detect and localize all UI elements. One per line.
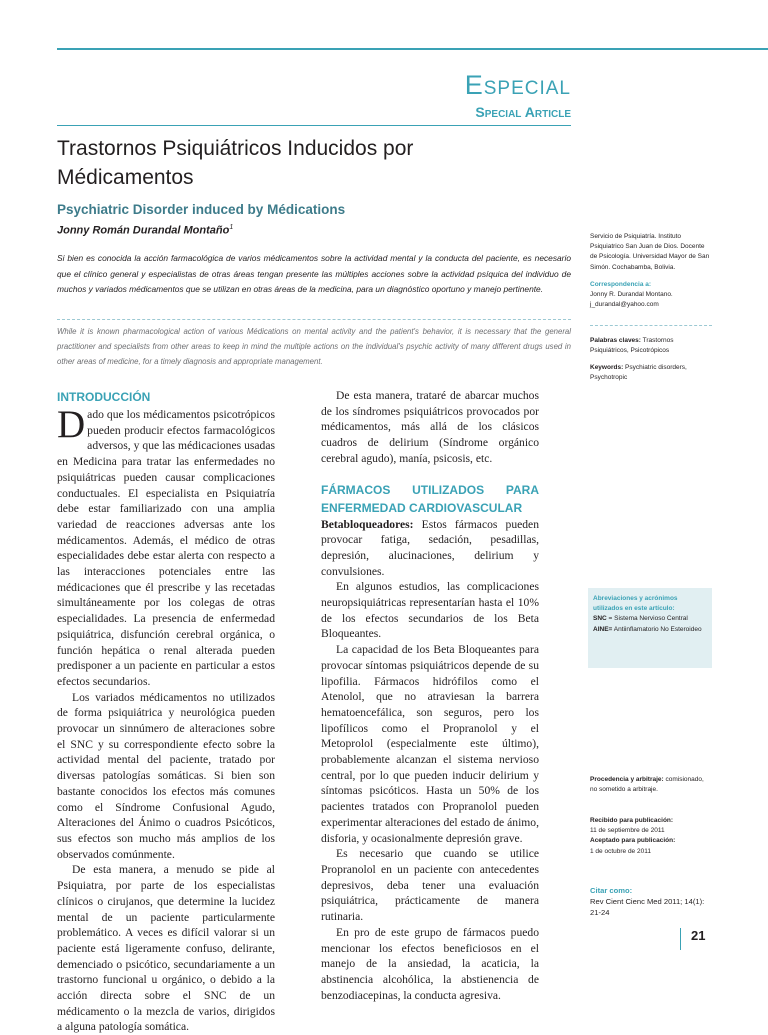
recibido-label: Recibido para publicación: [590, 817, 674, 824]
procedencia-text: comisionado, no sometido a arbitraje. [590, 776, 704, 794]
section-label-en: Special Article [475, 104, 571, 120]
affiliation: Servicio de Psiquiatría. Instituto Psiquiatrico San Juan de Dios. Docente de Psicología. Universidad Mayor de San Simón. Cochabamba, Bolivia. [590, 233, 710, 271]
aceptado-label: Aceptado para publicación: [590, 837, 676, 845]
correspondence-label: Correspondencia a: [590, 281, 652, 288]
correspondence-email[interactable]: j_durandal@yahoo.com [590, 301, 659, 309]
correspondence-name: Jonny R. Durandal Montano. [590, 291, 673, 299]
abbreviations-title: Abreviaciones y acrónimos utilizados en este artículo: [593, 595, 678, 613]
article-title: Trastornos Psiquiátricos Inducidos por Médicamentos [57, 137, 414, 189]
abstract-spanish: Si bien es conocida la acción farmacológica de varios médicamentos sobre la actividad mental y la conducta del paciente, es necesario que el clínico general y especialistas de otras áreas tengan presente las múltiples acciones sobre la actividad psíquica del individuo de muchos y variados médicamentos que se utilizan en otras áreas de la medicina, para un diagnóstico oportuno y manejo pertinente. [57, 253, 571, 294]
recibido-date: 11 de septiembre de 2011 [590, 827, 665, 835]
procedencia-label: Procedencia y arbitraje: [590, 776, 664, 783]
beta-paragraph-1 [321, 517, 539, 580]
beta-paragraph-2: En algunos estudios, las complicaciones neuropsiquiátricas representarían hasta el 10% de los efectos secundarios de los Beta Bloqueantes. [321, 580, 539, 641]
page-number-rule [680, 928, 681, 950]
citation-text: Rev Cient Cienc Med 2011; 14(1): 21-24 [590, 897, 705, 917]
abstract-english: While it is known pharmacological action of various Médications on mental activity and the patient's behavior, it is necessary that the general practitioner and specialists from other areas to keep in mind the multiple actions on the individual's psychic activity of many different drugs used in other areas of medicine, for a timely diagnosis and appropriate management. [57, 327, 571, 367]
abbreviations [593, 594, 707, 635]
drop-cap: D [57, 403, 86, 446]
col2-paragraph-1: De esta manera, trataré de abarcar muchos de los síndromes psiquiátricos provocados por médicamentos, más allá de los clásicos cuadros de delirium (Síndrome orgánico cerebral agudo), manía, psicosis, etc. [321, 389, 539, 465]
citation [590, 885, 712, 918]
intro-paragraph-3: De esta manera, a menudo se pide al Psiquiatra, por parte de los especialistas clínicos o cirujanos, que determine la lucidez mental de un paciente particularmente problemático. A veces es difícil valorar si un paciente está ligeramente confuso, delirante, demenciado o psicótico, secundariamente a un trastorno funcional u orgánico, o debido a la acción directa sobre el SNC de un médicamento o la mezcla de varios, dirigidos a alguna patología somática. [57, 863, 275, 1034]
abstract-divider [57, 319, 571, 320]
page-number: 21 [691, 928, 706, 943]
abbrev-snc-value: = Sistema Nervioso Central [608, 615, 688, 623]
section-label: Especial [464, 70, 571, 100]
keywords-en-label: Keywords: [590, 364, 624, 371]
abbrev-aine-key: AINE= [593, 625, 613, 633]
keywords-es-label: Palabras claves: [590, 337, 641, 344]
abbrev-snc-key: SNC [593, 615, 607, 623]
intro-paragraph-1 [57, 403, 275, 690]
keywords-es-text: Trastornos Psiquiátricos, Psicotrópicos [590, 337, 674, 355]
author-affiliation-mark: 1 [229, 224, 234, 231]
farmacos-heading: FÁRMACOS UTILIZADOS PARA ENFERMEDAD CARDIOVASCULAR [321, 482, 539, 515]
beta-paragraph-3: La capacidad de los Beta Bloqueantes para provocar síntomas psiquiátricos depende de su lipofilia. Fármacos hidrófilos como el Atenolol, que no atraviesan la barrera hematoencefálica, son seguros, pero los lipofílicos como el Propranolol y el Metoprolol (especialmente este último), probablemente alcanzan el sistema nervioso central, por lo que pueden inducir delirium y síntomas psicóticos. Hasta un 50% de los pacientes tratados con Propranolol pueden experimentar alteraciones del estado de ánimo, disforia, y ocasionalmente depresión grave. [321, 643, 539, 845]
sidebar-divider [590, 325, 712, 326]
abbrev-aine [593, 625, 707, 635]
author-name: Jonny Román Durandal Montaño [57, 224, 230, 237]
procedencia [590, 775, 712, 795]
abbrev-snc [593, 614, 707, 624]
beta-label: Betabloqueadores: [321, 517, 414, 531]
author-line [57, 224, 233, 237]
title-rule [57, 125, 571, 126]
beta-paragraph-4: Es necesario que cuando se utilice Propranolol en un paciente con antecedentes depresivos, deba tener una evaluación psiquiátrica, prácticamente de manera rutinaria. [321, 847, 539, 924]
body-column-1 [57, 388, 275, 1035]
keywords-es [590, 336, 712, 356]
article-subtitle-en: Psychiatric Disorder induced by Médications [57, 202, 346, 217]
beta-paragraph-5: En pro de este grupo de fármacos puedo mencionar los efectos beneficiosos en el manejo de la ansiedad, la acaticia, la abstinencia alcohólica, la abstienencia de benzodiacepinas, la conducta agresiva. [321, 925, 539, 1002]
abbrev-aine-value: Antiinflamatorio No Esteroideo [613, 625, 702, 633]
intro-paragraph-2: Los variados médicamentos no utilizados de forma psiquiátrica y neurológica pueden provocar un sinnúmero de alteraciones sobre el SNC y su correspondiente efecto sobre la actividad mental del paciente, tratado por diversas patologías somáticas. Si bien son bastante conocidos los efectos más comunes como el Síndrome Confusional Agudo, Alteraciones del Ánimo o cuadros Psicóticos, sus efectos son mucho más amplios de los observados comúnmente. [57, 690, 275, 861]
keywords-en [590, 363, 712, 383]
keywords-en-text: Psychiatric disorders, Psychotropic [590, 364, 687, 382]
dates [590, 816, 712, 857]
beta-paragraph-1-text: Estos fármacos pueden provocar fatiga, sedación, pesadillas, depresión, alucinaciones, delirium y convulsiones. [321, 517, 539, 578]
body-column-2 [321, 388, 539, 1003]
citation-label: Citar como: [590, 886, 633, 895]
header-rule [57, 48, 768, 50]
intro-paragraph-1-text: ado que los médicamentos psicotrópicos pueden producir efectos farmacológicos adversos, y que las médicaciones usadas en Medicina para tratar las enfermedades no psiquiátricas pueden causar complicaciones conductuales. El especialista en Psiquiatría debe estar familiarizado con una amplia variedad de reacciones adversas ante los médicamentos. Además, el médico de otras especialidades debe estar alerta con respecto a las interacciones potenciales entre las médicaciones que él prescribe y las recetadas simultáneamente por los colegas de otras especialidades. La presencia de enfermedad psiquiátrica, disfunción cerebral orgánica, o función hepática o renal alterada pueden predisponer a un paciente en particular a estos efectos secundarios. [57, 408, 275, 688]
aceptado-date: 1 de octubre de 2011 [590, 847, 651, 855]
intro-heading: INTRODUCCIÓN [57, 390, 151, 404]
correspondence [590, 280, 712, 311]
